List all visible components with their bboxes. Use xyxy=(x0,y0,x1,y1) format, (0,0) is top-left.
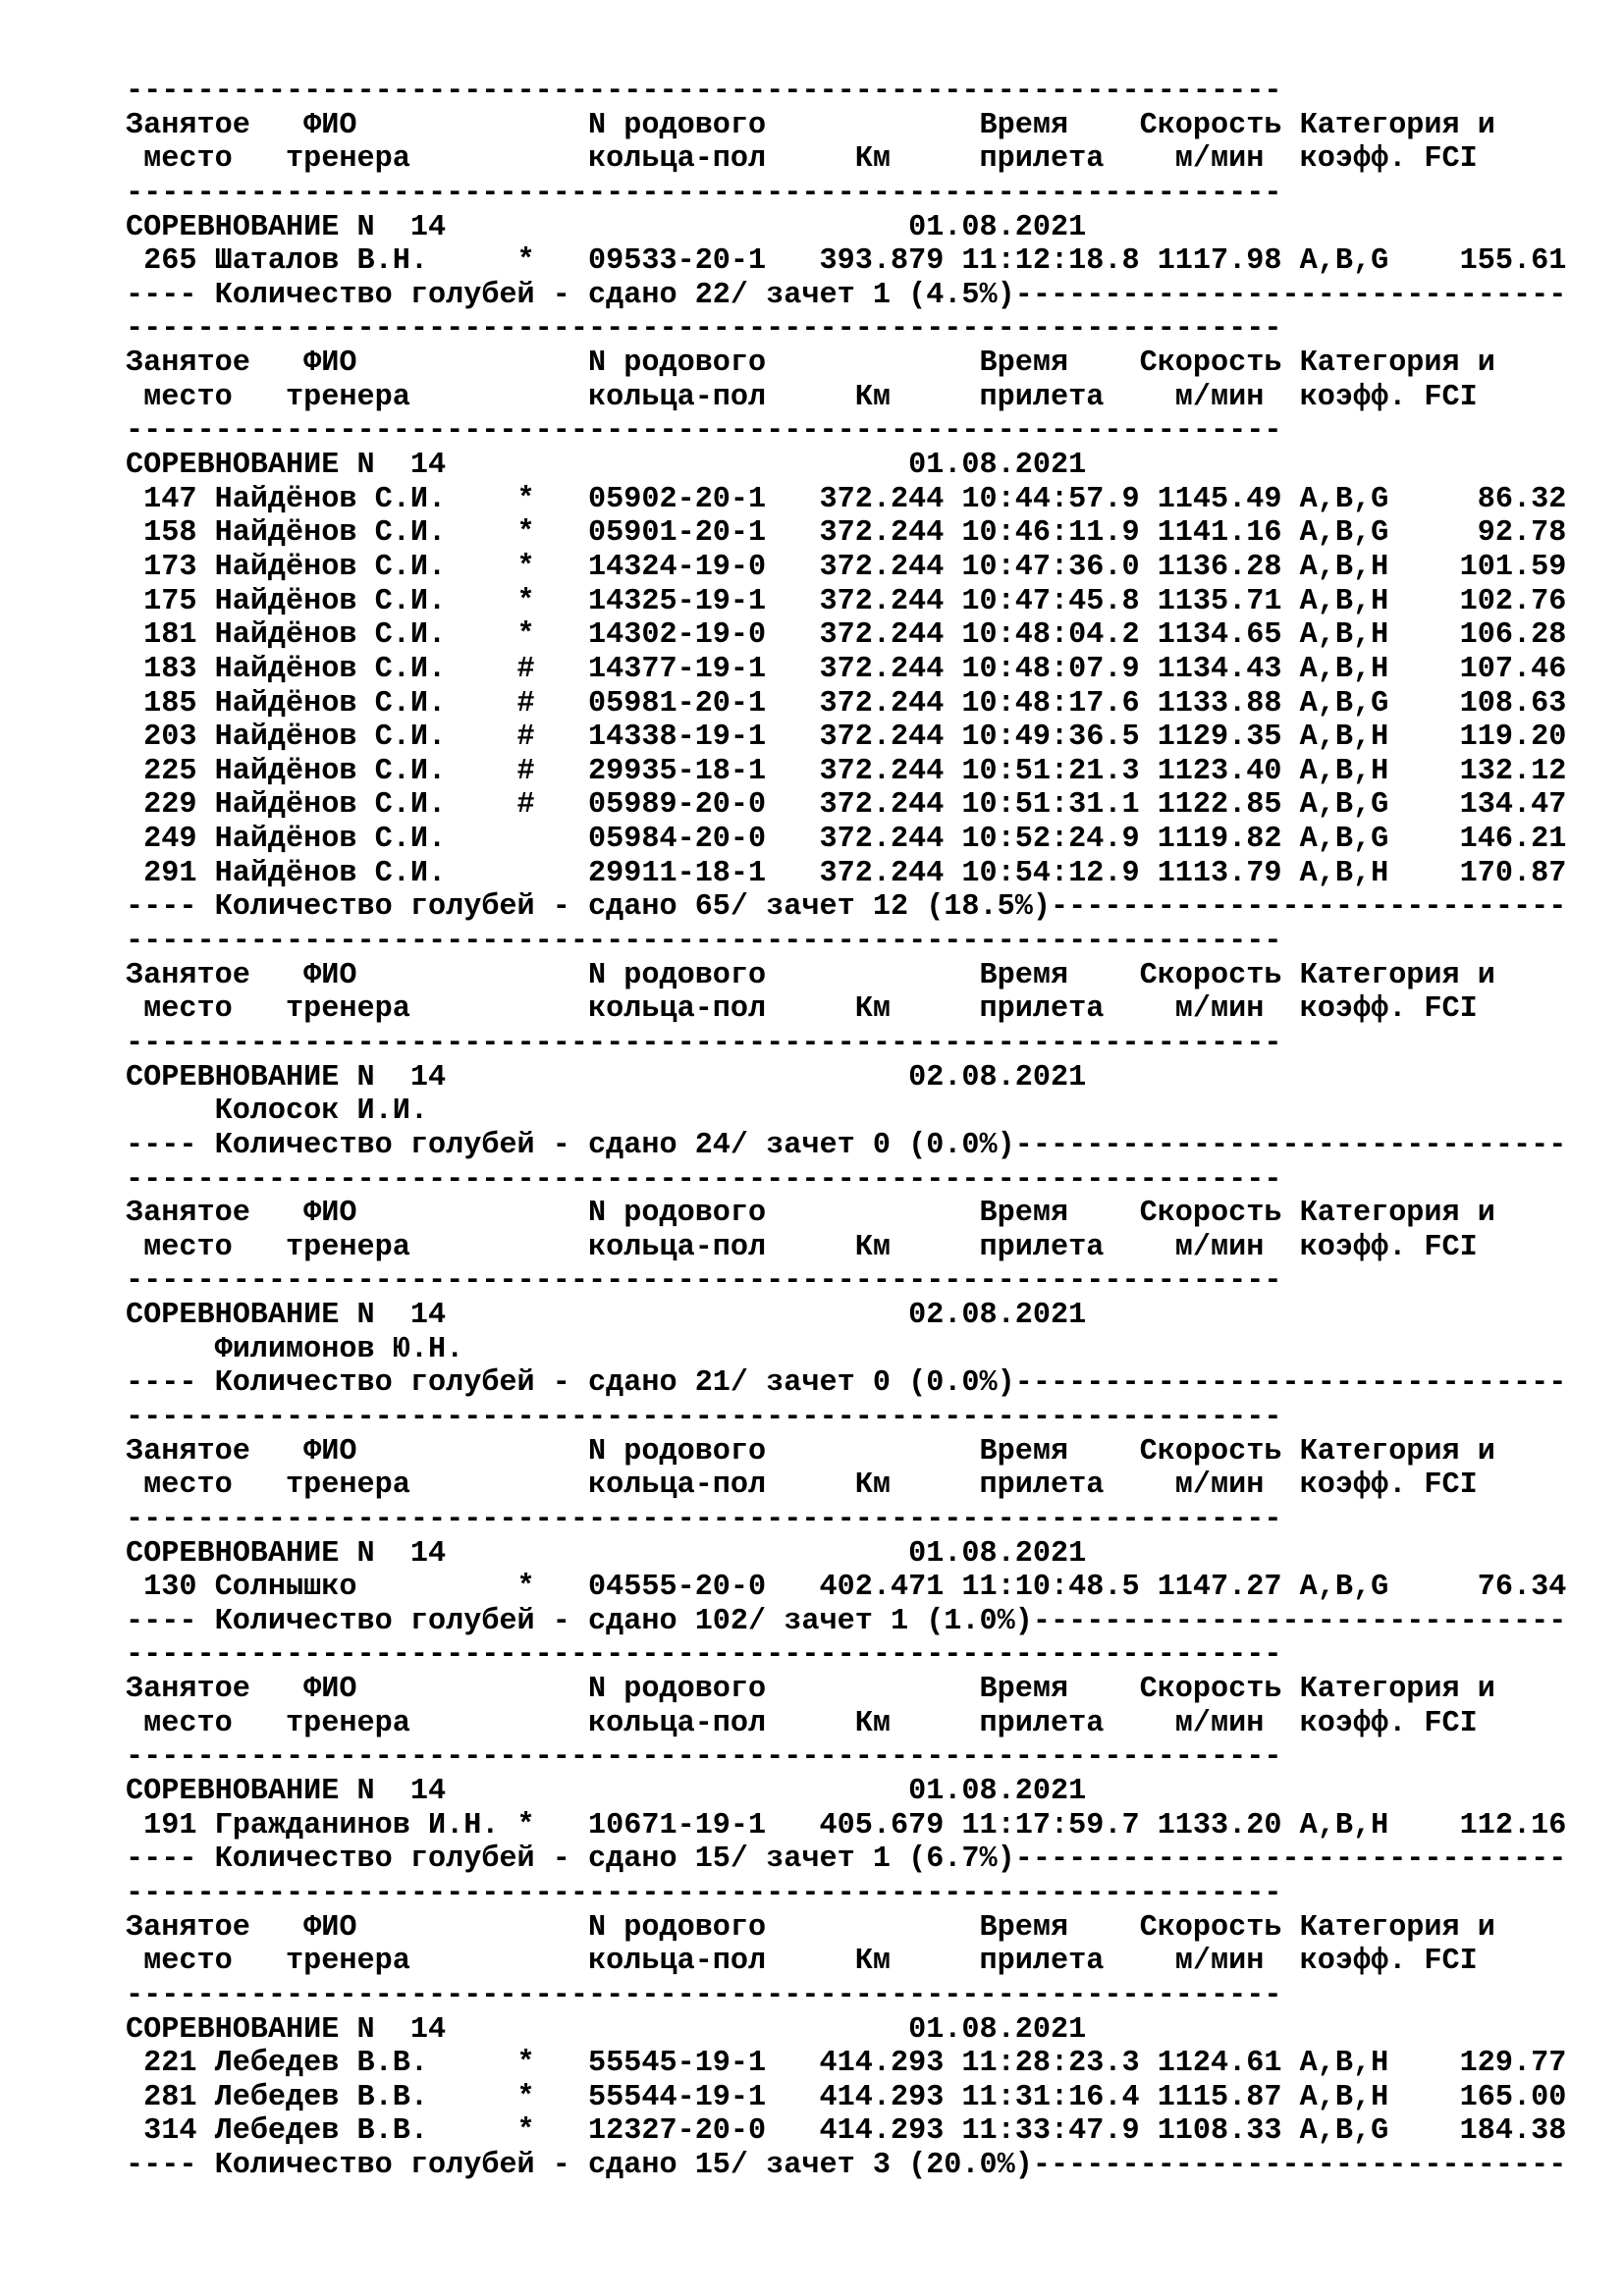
competition-title: СОРЕВНОВАНИЕ N 14 01.08.2021 xyxy=(126,210,1087,244)
column-header-line-2: место тренера кольца-пол Км прилета м/мин коэфф. FCI xyxy=(126,1468,1478,1503)
separator-line: ----------------------------------------------------------------- xyxy=(126,1978,1282,2012)
competition-section xyxy=(126,1401,1566,1638)
pigeon-count-summary: ---- Количество голубей - сдано 15/ зачет 3 (20.0%)------------------------------ xyxy=(126,2149,1567,2183)
competition-section xyxy=(126,1638,1566,1876)
result-row: 185 Найдёнов С.И. # 05981-20-1 372.244 10:48:17.6 1133.88 A,B,G 108.63 xyxy=(126,686,1567,721)
separator-line: ----------------------------------------------------------------- xyxy=(126,1264,1282,1299)
column-header-line-1: Занятое ФИО N родового Время Скорость Категория и xyxy=(126,347,1495,381)
pigeon-count-summary: ---- Количество голубей - сдано 22/ зачет 1 (4.5%)------------------------------- xyxy=(126,278,1567,312)
separator-line: ----------------------------------------------------------------- xyxy=(126,1876,1282,1910)
column-header-line-2: место тренера кольца-пол Км прилета м/мин коэфф. FCI xyxy=(126,1706,1478,1740)
pigeon-count-summary: ---- Количество голубей - сдано 24/ зачет 0 (0.0%)------------------------------- xyxy=(126,1128,1567,1162)
result-row: 183 Найдёнов С.И. # 14377-19-1 372.244 10:48:07.9 1134.43 A,B,H 107.46 xyxy=(126,652,1567,686)
separator-line: ----------------------------------------------------------------- xyxy=(126,1502,1282,1536)
competition-title: СОРЕВНОВАНИЕ N 14 01.08.2021 xyxy=(126,1775,1087,1809)
separator-line: ----------------------------------------------------------------- xyxy=(126,312,1282,347)
separator-line: ----------------------------------------------------------------- xyxy=(126,1740,1282,1775)
result-row: 203 Найдёнов С.И. # 14338-19-1 372.244 10:49:36.5 1129.35 A,B,H 119.20 xyxy=(126,721,1567,755)
result-row: 173 Найдёнов С.И. * 14324-19-0 372.244 10:47:36.0 1136.28 A,B,H 101.59 xyxy=(126,550,1567,584)
result-row: Филимонов Ю.Н. xyxy=(126,1332,464,1366)
result-row: 191 Гражданинов И.Н. * 10671-19-1 405.679 11:17:59.7 1133.20 A,B,H 112.16 xyxy=(126,1808,1567,1842)
result-row: 130 Солнышко * 04555-20-0 402.471 11:10:48.5 1147.27 A,B,G 76.34 xyxy=(126,1571,1567,1605)
column-header-line-2: место тренера кольца-пол Км прилета м/мин коэфф. FCI xyxy=(126,142,1478,177)
competition-section xyxy=(126,925,1566,1162)
result-row: 314 Лебедев В.В. * 12327-20-0 414.293 11:33:47.9 1108.33 A,B,G 184.38 xyxy=(126,2114,1567,2149)
competition-title: СОРЕВНОВАНИЕ N 14 01.08.2021 xyxy=(126,2012,1087,2047)
column-header-line-1: Занятое ФИО N родового Время Скорость Категория и xyxy=(126,958,1495,992)
result-row: 229 Найдёнов С.И. # 05989-20-0 372.244 10:51:31.1 1122.85 A,B,G 134.47 xyxy=(126,788,1567,823)
separator-line: ----------------------------------------------------------------- xyxy=(126,1400,1282,1434)
result-row: 249 Найдёнов С.И. 05984-20-0 372.244 10:52:24.9 1119.82 A,B,G 146.21 xyxy=(126,823,1567,857)
result-row: 175 Найдёнов С.И. * 14325-19-1 372.244 10:47:45.8 1135.71 A,B,H 102.76 xyxy=(126,584,1567,618)
result-row: 281 Лебедев В.В. * 55544-19-1 414.293 11:31:16.4 1115.87 A,B,H 165.00 xyxy=(126,2080,1567,2114)
separator-line: ----------------------------------------------------------------- xyxy=(126,75,1282,108)
result-row: 147 Найдёнов С.И. * 05902-20-1 372.244 10:44:57.9 1145.49 A,B,G 86.32 xyxy=(126,482,1567,516)
pigeon-count-summary: ---- Количество голубей - сдано 15/ зачет 1 (6.7%)------------------------------- xyxy=(126,1842,1567,1877)
competition-title: СОРЕВНОВАНИЕ N 14 01.08.2021 xyxy=(126,1536,1087,1571)
result-row: 291 Найдёнов С.И. 29911-18-1 372.244 10:54:12.9 1113.79 A,B,H 170.87 xyxy=(126,856,1567,890)
competition-title: СОРЕВНОВАНИЕ N 14 02.08.2021 xyxy=(126,1299,1087,1333)
column-header-line-2: место тренера кольца-пол Км прилета м/мин коэфф. FCI xyxy=(126,992,1478,1027)
race-results-report xyxy=(126,75,1566,2183)
column-header-line-1: Занятое ФИО N родового Время Скорость Категория и xyxy=(126,1910,1495,1945)
result-row: 265 Шаталов В.Н. * 09533-20-1 393.879 11:12:18.8 1117.98 A,B,G 155.61 xyxy=(126,244,1567,279)
result-row: 221 Лебедев В.В. * 55545-19-1 414.293 11:28:23.3 1124.61 A,B,H 129.77 xyxy=(126,2047,1567,2081)
column-header-line-2: место тренера кольца-пол Км прилета м/мин коэфф. FCI xyxy=(126,1945,1478,1979)
column-header-line-2: место тренера кольца-пол Км прилета м/мин коэфф. FCI xyxy=(126,1230,1478,1264)
separator-line: ----------------------------------------------------------------- xyxy=(126,1026,1282,1060)
separator-line: ----------------------------------------------------------------- xyxy=(126,1162,1282,1197)
competition-title: СОРЕВНОВАНИЕ N 14 02.08.2021 xyxy=(126,1060,1087,1095)
competition-section xyxy=(126,312,1566,925)
competition-section xyxy=(126,1163,1566,1401)
pigeon-count-summary: ---- Количество голубей - сдано 65/ зачет 12 (18.5%)----------------------------- xyxy=(126,890,1567,925)
separator-line: ----------------------------------------------------------------- xyxy=(126,414,1282,449)
result-row: 225 Найдёнов С.И. # 29935-18-1 372.244 10:51:21.3 1123.40 A,B,H 132.12 xyxy=(126,754,1567,788)
competition-section xyxy=(126,1877,1566,2183)
competition-section xyxy=(126,75,1566,312)
result-row: Колосок И.И. xyxy=(126,1095,428,1129)
column-header-line-1: Занятое ФИО N родового Время Скорость Категория и xyxy=(126,1673,1495,1707)
column-header-line-1: Занятое ФИО N родового Время Скорость Категория и xyxy=(126,108,1495,142)
result-row: 158 Найдёнов С.И. * 05901-20-1 372.244 10:46:11.9 1141.16 A,B,G 92.78 xyxy=(126,516,1567,551)
competition-title: СОРЕВНОВАНИЕ N 14 01.08.2021 xyxy=(126,449,1087,483)
separator-line: ----------------------------------------------------------------- xyxy=(126,176,1282,210)
column-header-line-2: место тренера кольца-пол Км прилета м/мин коэфф. FCI xyxy=(126,380,1478,414)
column-header-line-1: Занятое ФИО N родового Время Скорость Категория и xyxy=(126,1197,1495,1231)
separator-line: ----------------------------------------------------------------- xyxy=(126,925,1282,959)
column-header-line-1: Занятое ФИО N родового Время Скорость Категория и xyxy=(126,1434,1495,1468)
separator-line: ----------------------------------------------------------------- xyxy=(126,1638,1282,1673)
pigeon-count-summary: ---- Количество голубей - сдано 21/ зачет 0 (0.0%)------------------------------- xyxy=(126,1366,1567,1401)
result-row: 181 Найдёнов С.И. * 14302-19-0 372.244 10:48:04.2 1134.65 A,B,H 106.28 xyxy=(126,618,1567,653)
pigeon-count-summary: ---- Количество голубей - сдано 102/ зачет 1 (1.0%)------------------------------ xyxy=(126,1604,1567,1638)
